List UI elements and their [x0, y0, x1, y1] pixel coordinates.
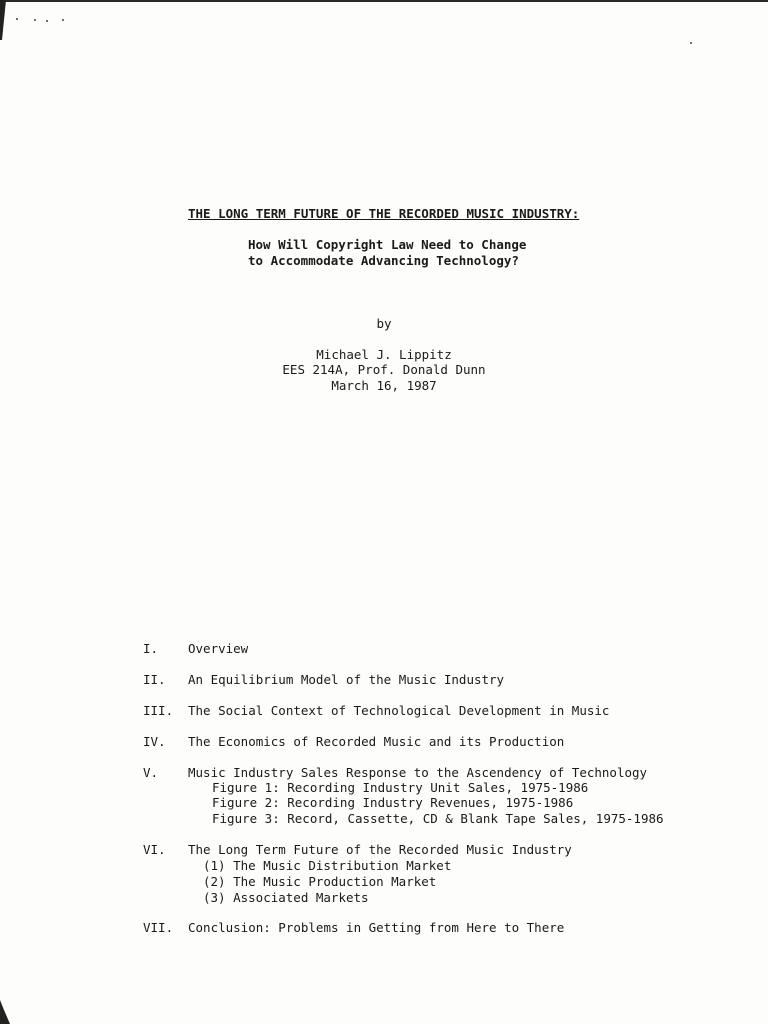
- toc-number: VI.: [143, 842, 166, 857]
- toc-item-economics: The Economics of Recorded Music and its Production: [188, 734, 565, 749]
- scan-speck: [34, 19, 36, 21]
- scan-speck: [16, 18, 18, 20]
- toc-number: IV.: [143, 734, 166, 749]
- byline-author: Michael J. Lippitz: [316, 347, 452, 362]
- toc-item-equilibrium-model: An Equilibrium Model of the Music Industry: [188, 672, 505, 687]
- scan-corner-mark: [0, 0, 6, 40]
- toc-item-long-term-future: The Long Term Future of the Recorded Music Industry: [188, 842, 572, 857]
- toc-item-sales-response: Music Industry Sales Response to the Ascendency of Technology: [188, 765, 648, 780]
- toc-item-overview: Overview: [188, 641, 249, 656]
- document-subtitle-line-1: How Will Copyright Law Need to Change: [248, 237, 527, 252]
- toc-number: VII.: [143, 920, 174, 935]
- byline-course: EES 214A, Prof. Donald Dunn: [282, 362, 486, 377]
- toc-item-social-context: The Social Context of Technological Development in Music: [188, 703, 610, 718]
- toc-figure-2: Figure 2: Recording Industry Revenues, 1975-1986: [212, 795, 574, 810]
- toc-market-distribution: (1) The Music Distribution Market: [203, 858, 452, 873]
- document-title-text: THE LONG TERM FUTURE OF THE RECORDED MUSIC INDUSTRY:: [188, 206, 580, 221]
- document-subtitle-line-2: to Accommodate Advancing Technology?: [248, 253, 519, 268]
- toc-number: I.: [143, 641, 159, 656]
- byline-date: March 16, 1987: [331, 378, 437, 393]
- scan-bottom-mark: [0, 1000, 10, 1024]
- toc-number: V.: [143, 765, 159, 780]
- toc-figure-1: Figure 1: Recording Industry Unit Sales, 1975-1986: [212, 780, 589, 795]
- toc-number: III.: [143, 703, 174, 718]
- toc-market-production: (2) The Music Production Market: [203, 874, 437, 889]
- document-title: [188, 206, 579, 221]
- toc-number: II.: [143, 672, 166, 687]
- scan-speck: [46, 20, 48, 22]
- toc-figure-3: Figure 3: Record, Cassette, CD & Blank Tape Sales, 1975-1986: [212, 811, 664, 826]
- toc-market-associated: (3) Associated Markets: [203, 890, 369, 905]
- scan-top-edge: [0, 0, 768, 2]
- scan-speck: [62, 19, 64, 21]
- toc-item-conclusion: Conclusion: Problems in Getting from Here to There: [188, 920, 565, 935]
- scan-speck: [690, 42, 692, 44]
- byline-by: by: [376, 316, 392, 331]
